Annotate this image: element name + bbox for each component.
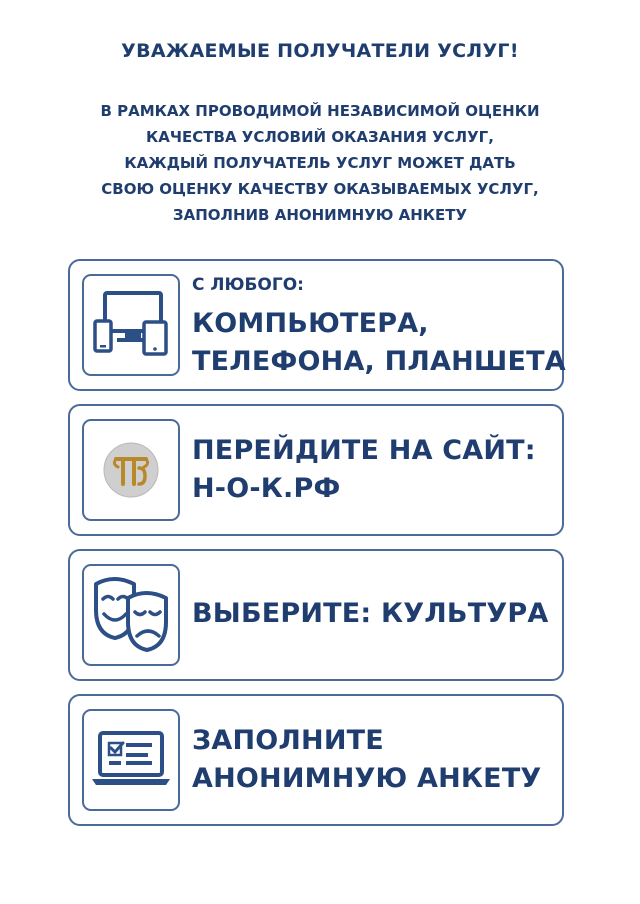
intro-line: СВОЮ ОЦЕНКУ КАЧЕСТВУ ОКАЗЫВАЕМЫХ УСЛУГ, [101,180,539,198]
icon-frame [82,419,180,521]
step-line: ПЕРЕЙДИТЕ НА САЙТ: [192,435,536,466]
step-line: АНОНИМНУЮ АНКЕТУ [192,763,542,794]
step-text [192,722,554,798]
laptop-form-icon [90,727,172,793]
step-card-devices [68,259,564,391]
step-line: ЗАПОЛНИТЕ [192,725,384,756]
intro-text [0,98,640,228]
intro-line: КАЖДЫЙ ПОЛУЧАТЕЛЬ УСЛУГ МОЖЕТ ДАТЬ [124,154,516,172]
step-line: Н-О-К.РФ [192,473,341,504]
devices-icon [91,287,171,363]
page-title: УВАЖАЕМЫЕ ПОЛУЧАТЕЛИ УСЛУГ! [121,40,519,62]
intro-line: В РАМКАХ ПРОВОДИМОЙ НЕЗАВИСИМОЙ ОЦЕНКИ [100,102,540,120]
icon-frame [82,274,180,376]
intro-line: КАЧЕСТВА УСЛОВИЙ ОКАЗАНИЯ УСЛУГ, [146,128,494,146]
step-text [192,275,566,381]
icon-frame [82,709,180,811]
step-heading [192,305,566,381]
step-label: С ЛЮБОГО: [192,275,304,295]
icon-frame [82,564,180,666]
step-text [192,432,554,508]
step-heading [192,432,554,508]
step-heading [192,595,554,633]
step-heading [192,722,554,798]
nok-logo-icon [99,438,163,502]
step-line: ВЫБЕРИТЕ: КУЛЬТУРА [192,598,549,629]
step-line: КОМПЬЮТЕРА, [192,308,429,339]
theatre-masks-icon [90,576,172,654]
step-line: ТЕЛЕФОНА, ПЛАНШЕТА [192,346,566,377]
intro-line: ЗАПОЛНИВ АНОНИМНУЮ АНКЕТУ [172,206,468,224]
step-text [192,595,554,633]
step-card-culture [68,549,564,681]
step-card-survey [68,694,564,826]
step-card-website [68,404,564,536]
